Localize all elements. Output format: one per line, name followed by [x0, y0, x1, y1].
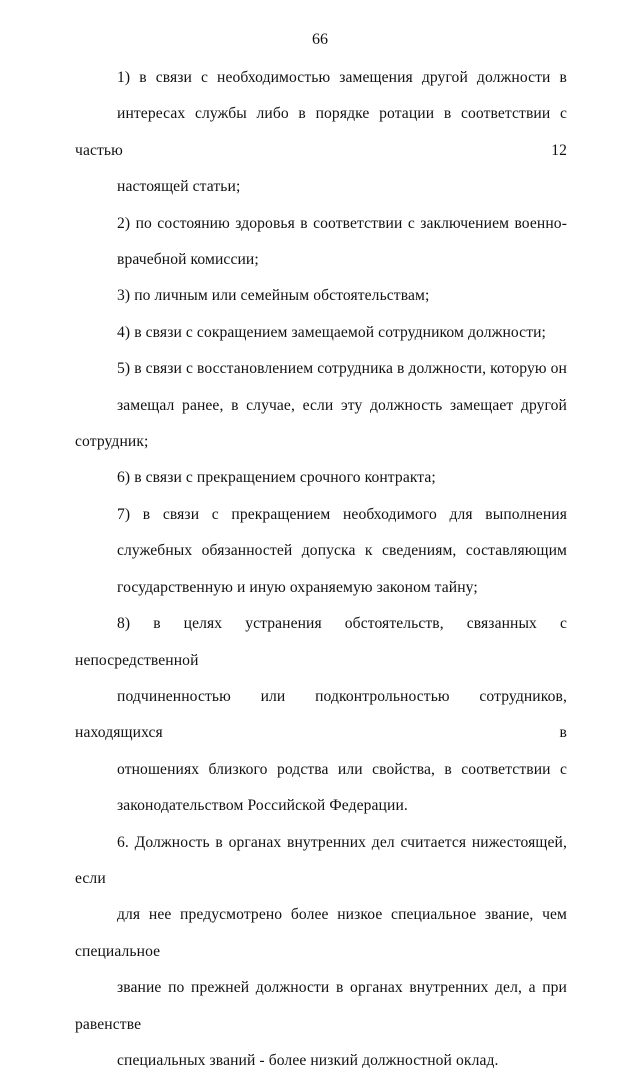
- list-item-3: [75, 278, 567, 314]
- document-body: [75, 60, 567, 1079]
- page-number: 66: [312, 31, 328, 48]
- text-line: замещал ранее, в случае, если эту должность замещает другой сотрудник;: [75, 396, 567, 451]
- text-line: законодательством Российской Федерации.: [117, 797, 408, 815]
- list-item-1: [75, 60, 567, 206]
- text-line: интересах службы либо в порядке ротации в соответствии с частью 12: [75, 105, 567, 159]
- text-line: 4) в связи с сокращением замещаемой сотрудником должности;: [117, 323, 546, 341]
- list-item-4: [75, 315, 567, 351]
- text-line: служебных обязанностей допуска к сведениям, составляющим: [117, 542, 567, 560]
- text-line: государственную и иную охраняемую законом тайну;: [117, 578, 478, 596]
- text-line: для нее предусмотрено более низкое специальное звание, чем специальное: [75, 906, 567, 960]
- list-item-2: [75, 206, 567, 279]
- text-line: 8) в целях устранения обстоятельств, связанных с непосредственной: [75, 615, 567, 669]
- text-line: отношениях близкого родства или свойства, в соответствии с: [117, 760, 567, 778]
- list-item-7: [75, 497, 567, 606]
- text-line: настоящей статьи;: [117, 178, 241, 196]
- text-line: 7) в связи с прекращением необходимого для выполнения: [117, 505, 567, 523]
- text-line: звание по прежней должности в органах внутренних дел, а при равенстве: [75, 979, 567, 1033]
- text-line: 2) по состоянию здоровья в соответствии с заключением военно-: [117, 214, 567, 232]
- text-line: 6. Должность в органах внутренних дел считается нижестоящей, если: [75, 833, 567, 887]
- text-line: 1) в связи с необходимостью замещения другой должности в: [117, 69, 567, 86]
- text-line: 3) по личным или семейным обстоятельствам;: [117, 287, 430, 305]
- text-line: 5) в связи с восстановлением сотрудника в должности, которую он: [117, 360, 567, 378]
- text-line: врачебной комиссии;: [117, 251, 259, 269]
- text-line: 6) в связи с прекращением срочного контракта;: [117, 469, 436, 487]
- list-item-8: [75, 606, 567, 824]
- text-line: специальных званий - более низкий должностной оклад.: [117, 1051, 499, 1069]
- text-line: подчиненностью или подконтрольностью сотрудников, находящихся в: [75, 687, 567, 742]
- clause-6-paragraph: [75, 825, 567, 1079]
- list-item-5: [75, 351, 567, 460]
- list-item-6: [75, 460, 567, 496]
